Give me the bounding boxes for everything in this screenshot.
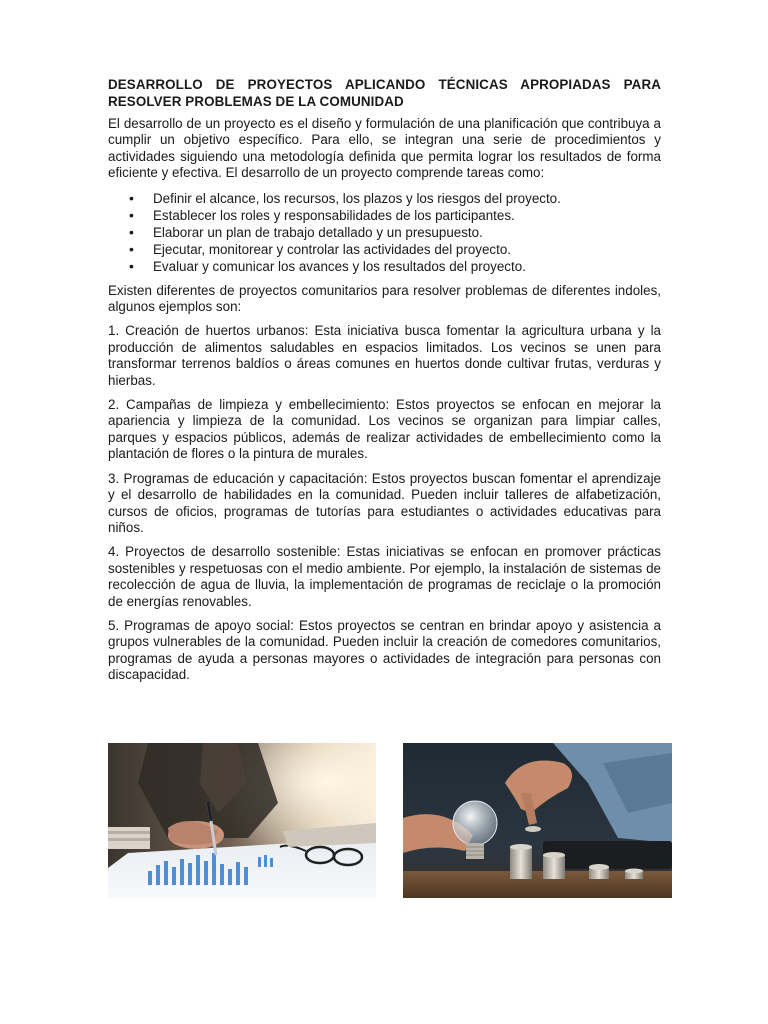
example-paragraph-5: 5. Programas de apoyo social: Estos proyectos se centran en brindar apoyo y asistencia a grupos vulnerables de la comunidad. Pueden incluir la creación de comedores comunitarios, programas de ayuda a personas mayores o actividades de integración para personas con discapacidad. [108, 617, 661, 683]
task-list [108, 190, 661, 275]
task-item: • Elaborar un plan de trabajo detallado y un presupuesto. [108, 224, 661, 241]
lightbulb-coins-photo [403, 743, 672, 898]
example-paragraph-4: 4. Proyectos de desarrollo sostenible: Estas iniciativas se enfocan en promover prácticas sostenibles y respetuosas con el medio ambiente. Por ejemplo, la instalación de sistemas de recolección de agua de lluvia, la implementación de programas de reciclaje o la promoción de energías renovables. [108, 544, 661, 609]
task-item: • Definir el alcance, los recursos, los plazos y los riesgos del proyecto. [108, 190, 661, 207]
example-paragraph-2: 2. Campañas de limpieza y embellecimiento: Estos proyectos se enfocan en mejorar la apariencia y limpieza de la comunidad. Los vecinos se organizan para limpiar calles, parques y espacios públicos, además de realizar actividades de embellecimiento como la plantación de flores o la pintura de murales. [108, 397, 661, 462]
business-planning-photo [108, 743, 376, 898]
example-paragraph-3: 3. Programas de educación y capacitación: Estos proyectos buscan fomentar el aprendizaje y el desarrollo de habilidades en la comunidad. Pueden incluir talleres de alfabetización, cursos de oficios, programas de tutorías para estudiantes o actividades educativas para niños. [108, 470, 661, 535]
examples-intro-paragraph: Existen diferentes de proyectos comunitarios para resolver problemas de diferentes indoles, algunos ejemplos son: [108, 282, 661, 315]
document-body [108, 76, 661, 692]
example-paragraph-1: 1. Creación de huertos urbanos: Esta iniciativa busca fomentar la agricultura urbana y la producción de alimentos saludables en espacios limitados. Los vecinos se unen para transformar terrenos baldíos o áreas comunes en huertos donde cultivar frutas, verduras y hierbas. [108, 323, 661, 388]
task-item: • Establecer los roles y responsabilidades de los participantes. [108, 207, 661, 224]
task-item: • Ejecutar, monitorear y controlar las actividades del proyecto. [108, 241, 661, 258]
task-item: • Evaluar y comunicar los avances y los resultados del proyecto. [108, 258, 661, 275]
document-title: DESARROLLO DE PROYECTOS APLICANDO TÉCNICAS APROPIADAS PARA RESOLVER PROBLEMAS DE LA COMUNIDAD [108, 77, 661, 109]
intro-paragraph: El desarrollo de un proyecto es el diseño y formulación de una planificación que contribuya a cumplir un objetivo específico. Para ello, se integran una serie de procedimientos y actividades siguiendo una metodología definida que permita lograr los resultados de forma eficiente y efectiva. El desarrollo de un proyecto comprende tareas como: [108, 116, 661, 181]
